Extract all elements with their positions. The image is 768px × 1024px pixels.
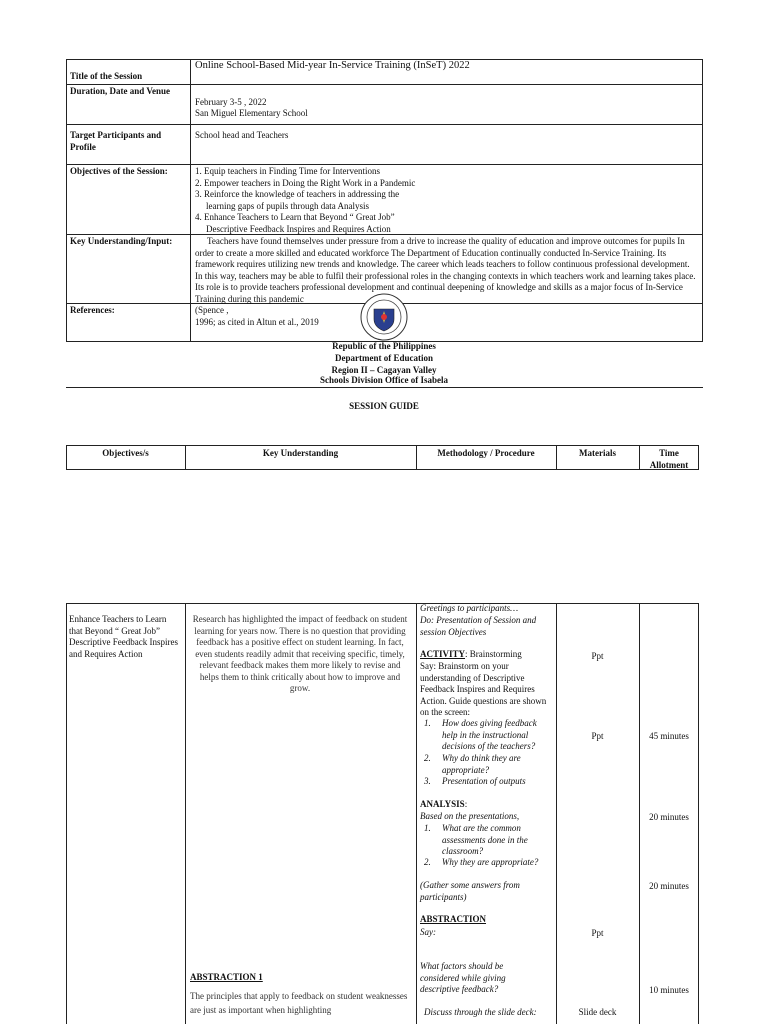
target-label: Target Participants and Profile: [70, 130, 162, 152]
method-greeting: Greetings to participants…: [420, 603, 519, 613]
method-say-brainstorm: Say: Brainstorm on your understanding of Descriptive Feedback Inspires and Requires Action. Guide questions are shown on the screen:: [420, 661, 547, 717]
method-do: Do: Presentation of Session and session Objectives: [420, 615, 537, 637]
method-discuss: Discuss through the slide deck:: [424, 1007, 537, 1017]
title-value: Online School-Based Mid-year In-Service Training (InSeT) 2022: [195, 60, 470, 71]
method-say: Say:: [420, 927, 436, 937]
method-abstraction: ABSTRACTION: [420, 914, 487, 924]
references-line1: (Spence ,: [195, 305, 229, 315]
session-guide-title: SESSION GUIDE: [349, 401, 419, 411]
objective-1: 1. Equip teachers in Finding Time for Interventions: [195, 166, 380, 176]
guide-question-1: 1. How does giving feedback help in the instructional decisions of the teachers?: [420, 718, 553, 753]
key-understanding-value: Teachers have found themselves under pressure from a drive to increase the quality of education and improve outcomes for pupils In order to create a more skilled and educated workforce The Department of Education continually conducted In-Service Training. Its framework requires utilizing new trends and knowledge. The career which leads teachers to follow continuous professional development. In this way, teachers may be able to fulfil their professional roles in the changing contexts in which teachers work and learning takes place. Its role is to provide teachers professional development and continual deepening of knowledge and skills as a major focus of In-Service Training during this pandemic: [195, 236, 696, 304]
objective-3: 3. Reinforce the knowledge of teachers in addressing the: [195, 189, 400, 199]
analysis-question-1-text: What are the common assessments done in the classroom?: [442, 823, 528, 856]
objectives-label: Objectives of the Session:: [70, 166, 168, 176]
method-activity: [420, 649, 522, 661]
duration-date: February 3-5 , 2022: [195, 97, 267, 107]
header-division: Schools Division Office of Isabela: [319, 375, 448, 385]
analysis-label: ANALYSIS: [420, 799, 465, 809]
guide-question-3-text: Presentation of outputs: [442, 776, 526, 786]
guide-question-2: 2. Why do think they are appropriate?: [420, 753, 553, 776]
header-republic: Republic of the Philippines: [332, 341, 436, 351]
duration-venue: San Miguel Elementary School: [195, 108, 308, 118]
time-1: 45 minutes: [649, 731, 689, 741]
deped-seal-icon: [360, 293, 408, 341]
analysis-question-1: 1. What are the common assessments done in the classroom?: [420, 823, 553, 858]
activity-label: ACTIVITY: [420, 649, 466, 659]
header-rule: [66, 387, 703, 388]
title-label: Title of the Session: [70, 71, 143, 81]
col-objectives: Objectives/s: [102, 448, 149, 458]
analysis-question-2-text: Why they are appropriate?: [441, 857, 539, 867]
key-understanding-label: Key Understanding/Input:: [70, 236, 173, 246]
guide-key-text: Research has highlighted the impact of feedback on student learning for years now. There is no question that providing feedback has a positive effect on student learning. In fact, even students readily admit that receiving specific, timely, relevant feedback makes them more likely to revise and helps them to think critically about how to improve and grow.: [192, 614, 408, 693]
activity-rest: : Brainstorming: [465, 649, 522, 659]
guide-question-1-text: How does giving feedback help in the instructional decisions of the teachers?: [442, 718, 537, 751]
objective-4: 4. Enhance Teachers to Learn that Beyond “ Great Job”: [195, 212, 395, 222]
guide-objective: Enhance Teachers to Learn that Beyond “ Great Job” Descriptive Feedback Inspires and Requires Action: [69, 614, 178, 659]
col-key-understanding: Key Understanding: [262, 448, 339, 458]
objective-3-cont: learning gaps of pupils through data Analysis: [206, 200, 369, 211]
header-department: Department of Education: [335, 353, 433, 363]
time-3: 20 minutes: [649, 881, 689, 891]
material-1: Ppt: [591, 651, 604, 661]
analysis-intro: Based on the presentations,: [420, 811, 520, 821]
abstraction1-title: ABSTRACTION 1: [190, 972, 263, 982]
col-time-allotment: Time Allotment: [649, 448, 689, 470]
method-what-factors: What factors should be considered while giving descriptive feedback?: [420, 961, 506, 994]
material-2: Ppt: [591, 731, 604, 741]
time-2: 20 minutes: [649, 812, 689, 822]
target-value: School head and Teachers: [195, 130, 289, 140]
time-4: 10 minutes: [649, 985, 689, 995]
objective-4-cont: Descriptive Feedback Inspires and Requires Action: [206, 223, 391, 234]
guide-question-2-text: Why do think they are appropriate?: [442, 753, 521, 775]
analysis-question-2: 2. Why they are appropriate?: [420, 857, 553, 869]
references-label: References:: [70, 305, 115, 315]
guide-question-3: 3. Presentation of outputs: [420, 776, 553, 788]
abstraction1-text: The principles that apply to feedback on student weaknesses are just as important when highlighting: [190, 991, 408, 1015]
col-materials: Materials: [579, 448, 616, 458]
material-3: Ppt: [591, 928, 604, 938]
method-gather: (Gather some answers from participants): [420, 880, 520, 902]
method-analysis: [420, 799, 467, 811]
material-4: Slide deck: [578, 1007, 617, 1017]
analysis-colon: :: [464, 799, 468, 809]
duration-label: Duration, Date and Venue: [70, 86, 171, 96]
objective-2: 2. Empower teachers in Doing the Right Work in a Pandemic: [195, 177, 416, 188]
col-methodology: Methodology / Procedure: [437, 448, 535, 458]
header-region: Region II – Cagayan Valley: [331, 365, 437, 375]
references-line2: 1996; as cited in Altun et al., 2019: [195, 317, 319, 327]
